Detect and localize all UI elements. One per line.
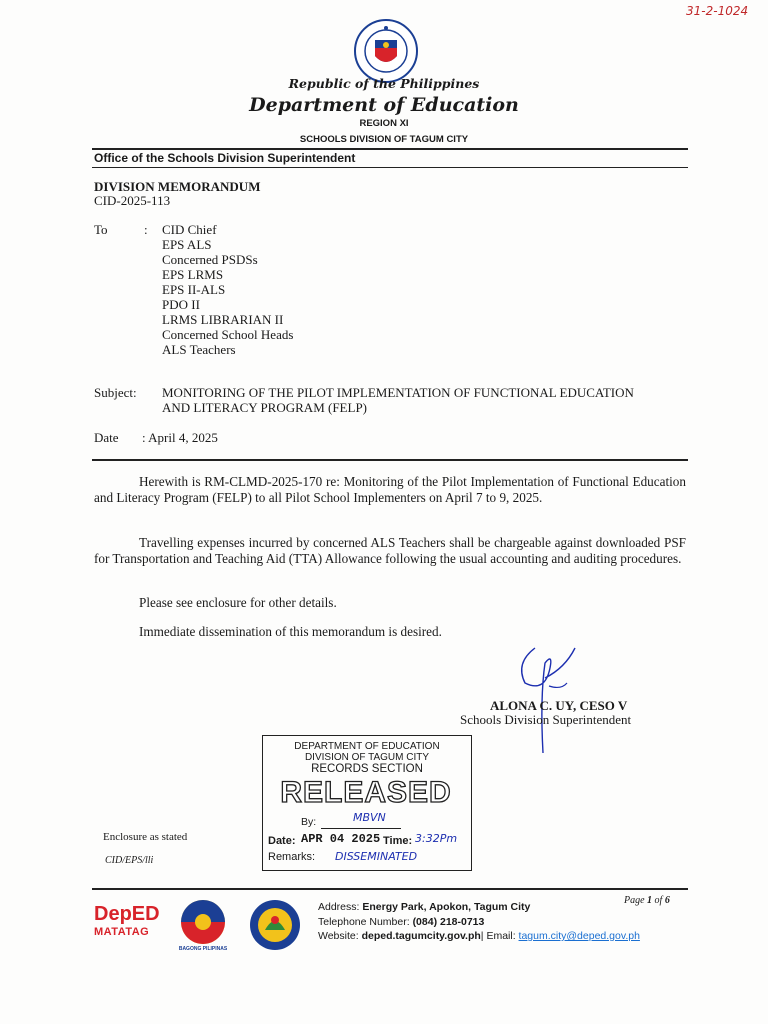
stamp-date-label: Date: <box>268 835 296 847</box>
website-link[interactable]: deped.tagumcity.gov.ph <box>361 930 481 942</box>
republic-line: Republic of the Philippines <box>288 76 480 91</box>
bagong-pilipinas-text: BAGONG PILIPINAS <box>178 946 228 952</box>
stamp-time-value: 3:32Pm <box>415 832 458 845</box>
deped-matatag-logo <box>94 903 160 955</box>
tagum-division-seal-icon <box>248 898 302 952</box>
matatag-text: MATATAG <box>94 926 150 938</box>
recipient-item: EPS LRMS <box>162 267 224 282</box>
subject-label: Subject: <box>94 385 137 400</box>
date-value: : April 4, 2025 <box>142 430 218 445</box>
recipient-list <box>162 222 293 357</box>
date-label: Date <box>94 430 119 445</box>
recipient-item: Concerned PSDSs <box>162 252 258 267</box>
signatory-name: ALONA C. UY, CESO V <box>490 698 628 713</box>
stamp-line-2: DIVISION OF TAGUM CITY <box>304 752 430 763</box>
deped-seal-icon <box>353 18 419 84</box>
footer-phone: Telephone Number: (084) 218-0713 <box>318 916 485 928</box>
header-divider <box>92 148 688 150</box>
region-label: REGION XI <box>359 118 409 129</box>
subject-line-1: MONITORING OF THE PILOT IMPLEMENTATION OF FUNCTIONAL EDUCATION <box>162 385 634 400</box>
recipient-item: Concerned School Heads <box>162 327 294 342</box>
to-colon: : <box>144 222 148 237</box>
office-divider <box>92 167 688 168</box>
memo-type: DIVISION MEMORANDUM <box>94 179 261 194</box>
recipient-item: ALS Teachers <box>162 342 236 357</box>
stamp-line-3: RECORDS SECTION <box>311 763 423 775</box>
memo-number: CID-2025-113 <box>94 193 171 208</box>
released-label: RELEASED <box>280 776 452 809</box>
office-label: Office of the Schools Division Superintendent <box>94 151 356 165</box>
stamp-time-label: Time: <box>383 835 413 847</box>
body-divider <box>92 459 688 461</box>
paragraph-3: Please see enclosure for other details. <box>139 595 337 610</box>
recipient-item: CID Chief <box>162 222 217 237</box>
stamp-line-1: DEPARTMENT OF EDUCATION <box>294 741 440 752</box>
department-title: Department of Education <box>249 94 519 116</box>
recipient-item: EPS ALS <box>162 237 212 252</box>
released-stamp <box>262 735 472 871</box>
bagong-pilipinas-logo-icon <box>174 898 232 946</box>
stamp-date-value: APR 04 2025 <box>301 832 381 846</box>
stamp-remarks-label: Remarks: <box>268 851 316 863</box>
email-link[interactable]: tagum.city@deped.gov.ph <box>518 930 640 942</box>
page-indicator: Page 1 of 6 <box>624 895 670 906</box>
division-label: SCHOOLS DIVISION OF TAGUM CITY <box>299 134 469 145</box>
recipient-item: PDO II <box>162 297 200 312</box>
deped-logo-text: DepED <box>94 903 160 925</box>
stamp-by-label: By: <box>301 816 317 828</box>
to-label: To <box>94 222 108 237</box>
enclosure-note: Enclosure as stated <box>103 831 188 843</box>
subject-line-2: AND LITERACY PROGRAM (FELP) <box>162 400 367 415</box>
initials: CID/EPS/lli <box>105 855 154 866</box>
stamp-remarks-value: DISSEMINATED <box>335 850 418 863</box>
recipient-item: EPS II-ALS <box>162 282 226 297</box>
stamp-by-value: MBVN <box>353 811 386 824</box>
stamp-by-line <box>321 828 401 829</box>
paragraph-4: Immediate dissemination of this memorandum is desired. <box>139 624 442 639</box>
footer-address: Address: Energy Park, Apokon, Tagum City <box>318 901 531 913</box>
footer-divider <box>92 888 688 890</box>
paragraph-2: Travelling expenses incurred by concerned ALS Teachers shall be chargeable against downloaded PSF for Transportation and Teaching Aid (TTA) Allowance following the usual accounting and auditing procedures. <box>94 535 686 566</box>
footer-web: Website: deped.tagumcity.gov.ph| Email: tagum.city@deped.gov.ph <box>318 930 640 942</box>
paragraph-1: Herewith is RM-CLMD-2025-170 re: Monitoring of the Pilot Implementation of Functional Education and Literacy Program (FELP) to all Pilot School Implementers on April 7 to 9, 2025. <box>94 474 686 505</box>
corner-note: 31-2-1024 <box>686 4 749 18</box>
signatory-title: Schools Division Superintendent <box>460 712 632 727</box>
recipient-item: LRMS LIBRARIAN II <box>162 312 284 327</box>
